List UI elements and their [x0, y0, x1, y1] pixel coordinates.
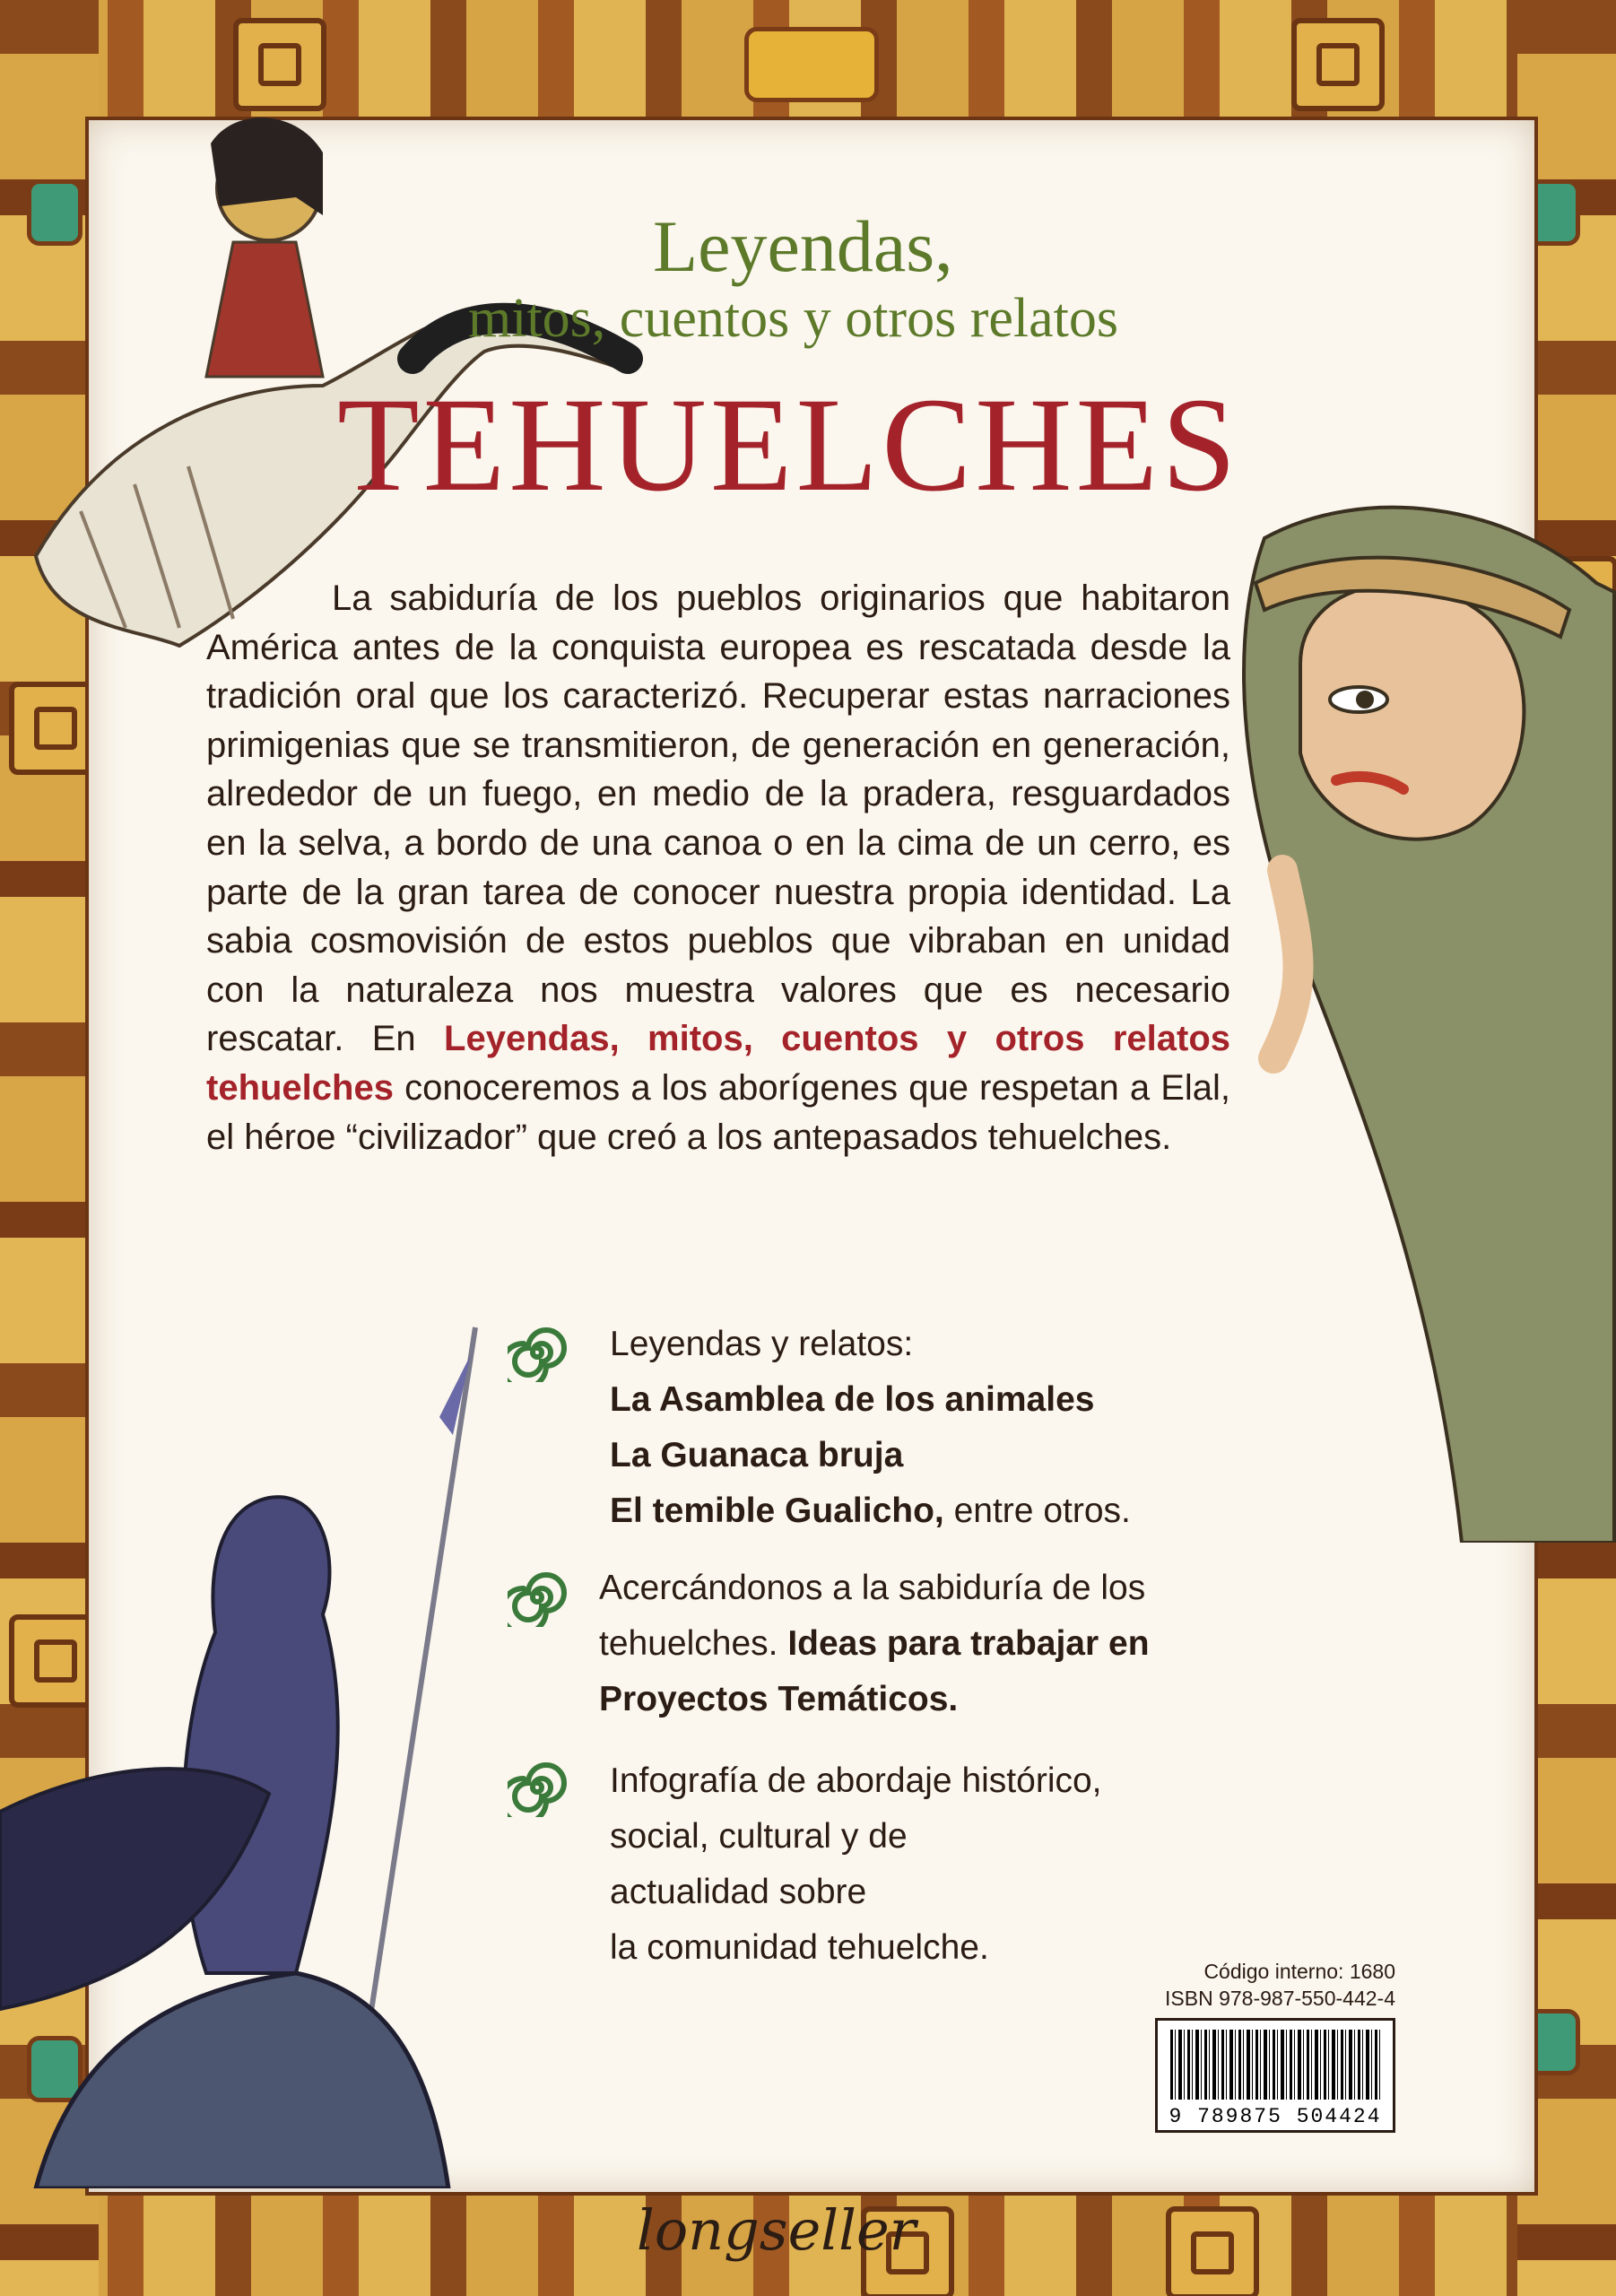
spiral-bullet-icon [508, 1758, 567, 1817]
tehuelche-woman-illustration [1166, 484, 1616, 1543]
isbn-barcode [1155, 2018, 1395, 2133]
bullet-2-line-2-bold: Ideas para trabajar en [787, 1624, 1150, 1663]
synopsis-text-start: La sabiduría de los pueblos originarios que habitaron América antes de la conquista europea es rescatada desde la tradición oral que los caracterizó. Recuperar estas narraciones primigenias que se transmitieron, de generación en generación, alrededor de un fuego, en medio de la pradera, resguardados en la selva, a bordo de una canoa o en la cima de un cerro, es parte de la gran tarea de conocer nuestra propia identidad. La sabia cosmovisión de estos pueblos que vibraban en unidad con la naturaleza nos muestra valores que es necesario rescatar. En [206, 578, 1230, 1059]
spiral-bullet-icon [508, 1323, 567, 1382]
story-title-3-rest: entre otros. [953, 1492, 1131, 1530]
bullet-3-line-2: social, cultural y de [610, 1817, 908, 1856]
bullet-thematic-projects [599, 1561, 1150, 1727]
isbn-code: ISBN 978-987-550-442-4 [1165, 1987, 1395, 2010]
internal-code: Código interno: 1680 [1203, 1960, 1395, 1983]
gold-oval-ornament [744, 27, 879, 102]
product-codes [1162, 1958, 1395, 2012]
bullet-2-line-3: Proyectos Temáticos. [599, 1680, 959, 1718]
bullet-stories [610, 1317, 1131, 1539]
synopsis-paragraph [206, 574, 1230, 1161]
barcode-bars [1170, 2030, 1380, 2100]
bullet-infographic [610, 1753, 1102, 1976]
bullet-2-line-2-plain: tehuelches. [599, 1624, 778, 1663]
bullet-stories-intro: Leyendas y relatos: [610, 1325, 914, 1363]
main-title: TEHUELCHES [337, 370, 1240, 519]
spiral-bullet-icon [508, 1568, 567, 1627]
warrior-on-rock-illustration [0, 1292, 502, 2188]
barcode-number: 9 789875 504424 [1169, 2105, 1382, 2128]
title-line-1: Leyendas, [653, 205, 953, 287]
story-title-2: La Guanaca bruja [610, 1436, 904, 1474]
glyph-ornament [1166, 2206, 1259, 2296]
publisher-logo: longseller [637, 2197, 917, 2263]
bullet-3-line-4: la comunidad tehuelche. [610, 1928, 989, 1967]
title-line-2: mitos, cuentos y otros relatos [468, 288, 1118, 349]
glyph-ornament [1291, 18, 1385, 111]
synopsis-book-title: Leyendas, mitos, cuentos y otros relatos tehuelches [206, 1019, 1231, 1108]
story-title-3: El temible Gualicho, [610, 1492, 944, 1530]
bullet-3-line-1: Infografía de abordaje histórico, [610, 1761, 1102, 1800]
bullet-3-line-3: actualidad sobre [610, 1873, 867, 1911]
bullet-2-line-1: Acercándonos a la sabiduría de los [599, 1569, 1146, 1607]
story-title-1: La Asamblea de los animales [610, 1380, 1095, 1419]
synopsis-text-end: conoceremos a los aborígenes que respetan a Elal, el héroe “civilizador” que creó a los antepasados tehuelches. [206, 1067, 1230, 1157]
